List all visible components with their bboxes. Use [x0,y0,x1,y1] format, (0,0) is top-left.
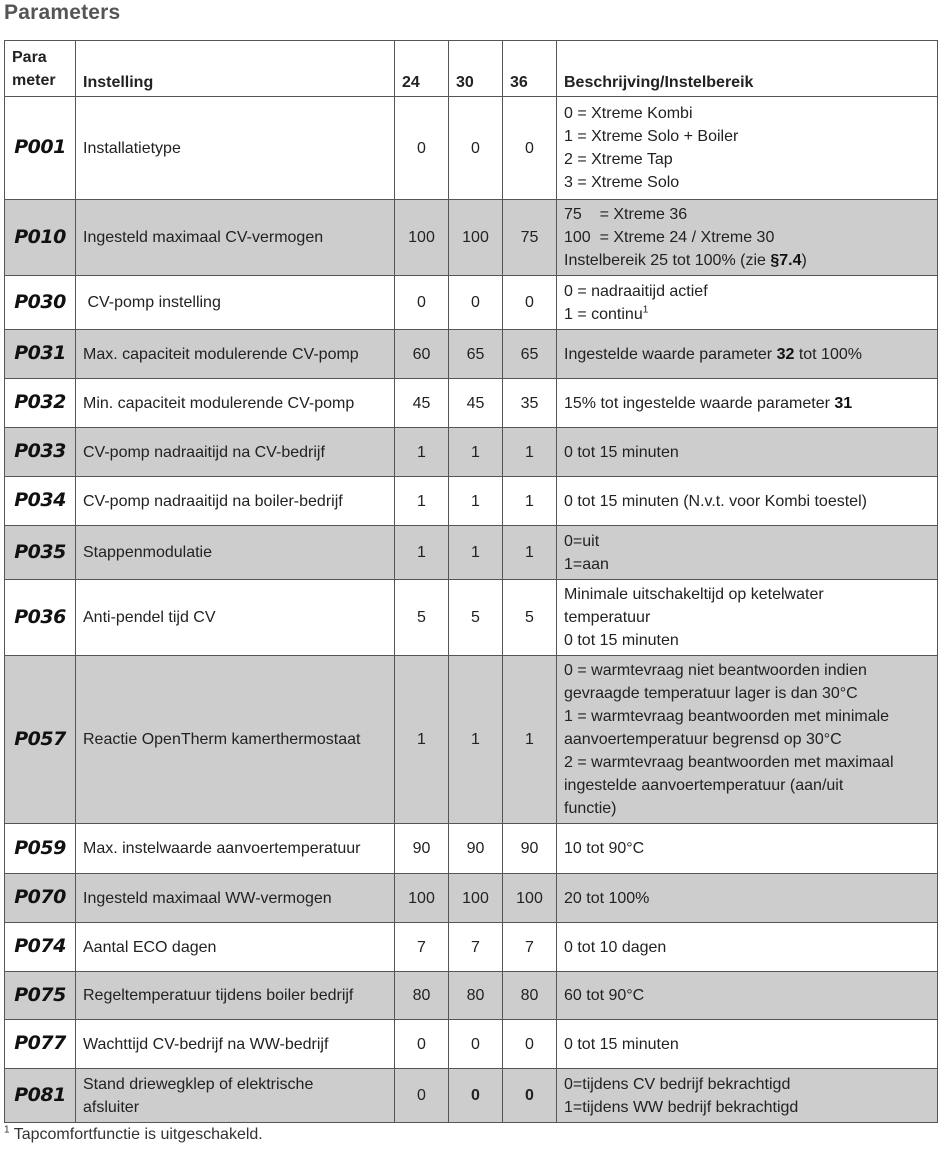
value-36: 0 [503,1020,557,1069]
parameter-code: P057 [5,656,76,824]
value-24: 0 [395,97,449,200]
description: 0 = nadraaitijd actief 1 = continu$^1$ [557,276,938,330]
parameter-code: P010 [5,200,76,276]
value-30: 1 [449,656,503,824]
value-36: 0 [503,276,557,330]
description: 60 tot 90°C [557,972,938,1020]
parameter-code: P033 [5,428,76,477]
setting-name: Regeltemperatuur tijdens boiler bedrijf [76,972,395,1020]
value-24: 100 [395,200,449,276]
value-30: 65 [449,330,503,379]
description: 0 tot 10 dagen [557,923,938,972]
value-36: 7 [503,923,557,972]
parameter-code: P032 [5,379,76,428]
table-row [5,97,938,200]
value-24: 0 [395,276,449,330]
table-row [5,580,938,656]
value-24: 0 [395,1069,449,1123]
header-setting: Instelling [76,41,395,97]
setting-name: CV-pomp instelling [76,276,395,330]
table-row [5,526,938,580]
table-row [5,923,938,972]
parameters-table [4,40,938,1123]
table-row [5,1020,938,1069]
value-36: 90 [503,824,557,874]
value-30: 45 [449,379,503,428]
description: 75 = Xtreme 36 100 = Xtreme 24 / Xtreme 30 Instelbereik 25 tot 100% (zie §7.4) [557,200,938,276]
setting-name: Aantal ECO dagen [76,923,395,972]
table-row [5,379,938,428]
parameter-code: P075 [5,972,76,1020]
setting-name: Ingesteld maximaal WW-vermogen [76,874,395,923]
setting-name: Anti-pendel tijd CV [76,580,395,656]
table-row [5,330,938,379]
setting-name: Max. capaciteit modulerende CV-pomp [76,330,395,379]
parameter-code: P030 [5,276,76,330]
value-30: 100 [449,200,503,276]
value-24: 90 [395,824,449,874]
footnote-reference: 1 [642,304,649,316]
value-30: 1 [449,526,503,580]
parameter-code: P059 [5,824,76,874]
value-24: 1 [395,477,449,526]
setting-name: Min. capaciteit modulerende CV-pomp [76,379,395,428]
value-30: 100 [449,874,503,923]
value-30: 80 [449,972,503,1020]
value-24: 1 [395,428,449,477]
parameter-code: P070 [5,874,76,923]
value-36: 1 [503,526,557,580]
parameter-code: P031 [5,330,76,379]
header-24: 24 [395,41,449,97]
description: 0=tijdens CV bedrijf bekrachtigd 1=tijdens WW bedrijf bekrachtigd [557,1069,938,1123]
table-row [5,1069,938,1123]
value-36: 75 [503,200,557,276]
description: 0=uit 1=aan [557,526,938,580]
table-row [5,428,938,477]
value-24: 1 [395,656,449,824]
description: 0 tot 15 minuten [557,1020,938,1069]
value-24: 1 [395,526,449,580]
description: 20 tot 100% [557,874,938,923]
description: 0 tot 15 minuten [557,428,938,477]
value-30: 0 [449,97,503,200]
footnote-text: Tapcomfortfunctie is uitgeschakeld. [9,1126,263,1143]
parameter-code: P036 [5,580,76,656]
value-36: 1 [503,428,557,477]
value-24: 100 [395,874,449,923]
value-36: 0 [503,1069,557,1123]
parameter-code: P035 [5,526,76,580]
footnote [4,1125,263,1145]
table-row [5,972,938,1020]
value-30: 0 [449,1020,503,1069]
footnote-marker: 1 [4,1124,10,1136]
description: 0 = warmtevraag niet beantwoorden indien gevraagde temperatuur lager is dan 30°C 1 = warmtevraag beantwoorden met minimale aanvoertemperatuur begrensd op 30°C 2 = warmtevraag beantwoorden met maximaal ingestelde aanvoertemperatuur (aan/uit functie) [557,656,938,824]
value-24: 80 [395,972,449,1020]
table-row [5,656,938,824]
table-row [5,824,938,874]
value-24: 7 [395,923,449,972]
value-36: 35 [503,379,557,428]
setting-name: CV-pomp nadraaitijd na boiler-bedrijf [76,477,395,526]
value-24: 60 [395,330,449,379]
header-description: Beschrijving/Instelbereik [557,41,938,97]
description: 0 tot 15 minuten (N.v.t. voor Kombi toestel) [557,477,938,526]
value-24: 5 [395,580,449,656]
value-36: 5 [503,580,557,656]
value-36: 100 [503,874,557,923]
description: 0 = Xtreme Kombi 1 = Xtreme Solo + Boiler 2 = Xtreme Tap 3 = Xtreme Solo [557,97,938,200]
value-36: 65 [503,330,557,379]
parameter-code: P034 [5,477,76,526]
setting-name: Reactie OpenTherm kamerthermostaat [76,656,395,824]
header-parameter: Para meter [5,41,76,97]
value-30: 1 [449,428,503,477]
value-24: 45 [395,379,449,428]
setting-name: Ingesteld maximaal CV-vermogen [76,200,395,276]
value-30: 7 [449,923,503,972]
description: 15% tot ingestelde waarde parameter 31 [557,379,938,428]
value-36: 80 [503,972,557,1020]
table-row [5,276,938,330]
value-24: 0 [395,1020,449,1069]
header-36: 36 [503,41,557,97]
value-30: 5 [449,580,503,656]
parameter-code: P001 [5,97,76,200]
setting-name: Wachttijd CV-bedrijf na WW-bedrijf [76,1020,395,1069]
setting-name: Installatietype [76,97,395,200]
header-30: 30 [449,41,503,97]
value-30: 1 [449,477,503,526]
setting-name: Max. instelwaarde aanvoertemperatuur [76,824,395,874]
parameter-code: P077 [5,1020,76,1069]
value-30: 0 [449,1069,503,1123]
value-36: 1 [503,477,557,526]
table-row [5,200,938,276]
setting-name: CV-pomp nadraaitijd na CV-bedrijf [76,428,395,477]
value-36: 0 [503,97,557,200]
value-30: 0 [449,276,503,330]
setting-name: Stappenmodulatie [76,526,395,580]
setting-name: Stand driewegklep of elektrische afsluiter [76,1069,395,1123]
value-30: 90 [449,824,503,874]
value-36: 1 [503,656,557,824]
description: Ingestelde waarde parameter 32 tot 100% [557,330,938,379]
page-title: Parameters [4,1,121,24]
table-row [5,477,938,526]
description: 10 tot 90°C [557,824,938,874]
parameter-code: P081 [5,1069,76,1123]
table-header-row [5,41,938,97]
parameter-code: P074 [5,923,76,972]
table-row [5,874,938,923]
description: Minimale uitschakeltijd op ketelwater temperatuur 0 tot 15 minuten [557,580,938,656]
